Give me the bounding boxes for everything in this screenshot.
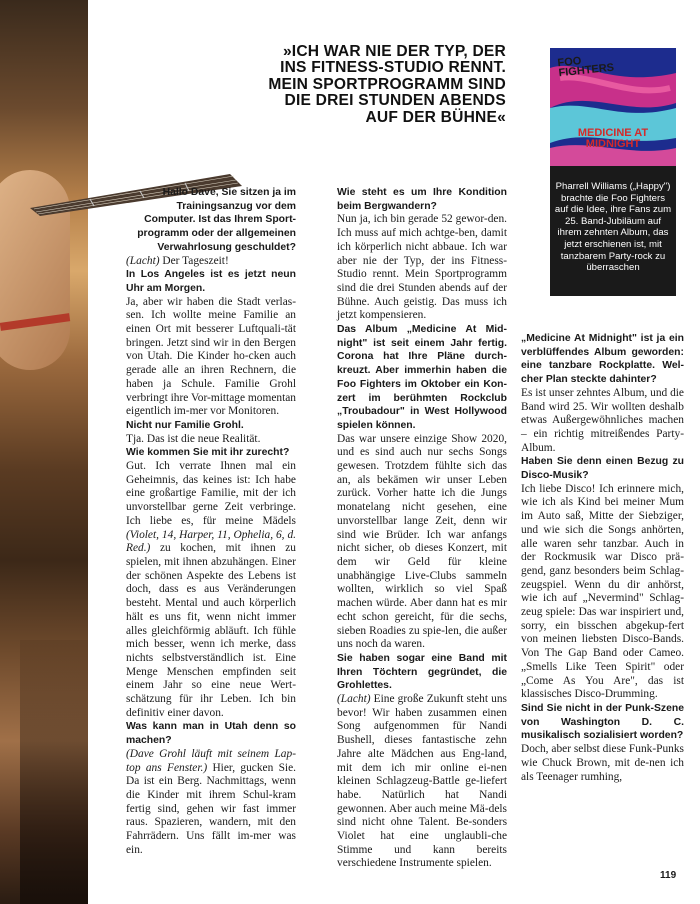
interview-question: Das Album „Medicine At Mid-night" ist seit einem Jahr fertig. Corona hat Ihre Pläne durch-kreuzt. Aber immerhin haben die Foo Fighters im Oktober ein Kon-zert im berühmten Rockclub „Troubadour" in West Hollywood spielen können. xyxy=(337,324,507,431)
article-column-1 xyxy=(126,186,296,857)
photo-caption: Pharrell Williams („Happy") brachte die Foo Fighters auf die Idee, ihre Fans zum 25. Band-Jubiläum auf ihrem zehnten Album, das jetzt erschienen ist, mit tanzbarem Party-rock zu überraschen xyxy=(550,166,676,296)
page-number: 119 xyxy=(660,870,677,881)
interview-answer: (Lacht) Eine große Zukunft steht uns bevor! Wir haben zusammen einen Song aufgenommen für Nandi Bushell, dieses fantastische zehn Jahre alte Mädchen aus Eng-land, mit dem ich mir online ei-nen kleinen Schlagzeug-Battle ge-liefert habe. Natürlich hat Nandi gewonnen. Aber auch meine Mä-dels sind nicht ohne Talent. Be-sonders Violet hat eine unglaubli-che Stimme und kann bereits verschiedene Instrumente spielen. xyxy=(337,693,507,870)
album-band-name: FOO FIGHTERS xyxy=(556,54,615,80)
interview-question: Was kann man in Utah denn so machen? xyxy=(126,721,296,747)
interview-question: In Los Angeles ist es jetzt neun Uhr am Morgen. xyxy=(126,269,296,294)
interview-question: Haben Sie denn einen Bezug zu Disco-Musik? xyxy=(521,456,684,482)
interview-answer: Ja, aber wir haben die Stadt verlas-sen. Ich wollte meine Familie an einen Ort mit besserer Luftquali-tät bringen. Jetzt sind wir in den Bergen von Utah. Die Kinder ho-cken auch gerade alle an ihren Rechnern, die haben ja Schule. Familie Grohl verbringt ihre Vor-mittage momentan eigentlich im-mer vor Monitoren. xyxy=(126,295,296,418)
concert-photo xyxy=(0,0,88,904)
interview-question: Hallo Dave, Sie sitzen ja im Trainingsanzug vor dem Computer. Ist das Ihrem Sport-programm oder der allgemeinen Verwahrlosung geschuldet? xyxy=(137,187,296,253)
interview-question: Wie steht es um Ihre Kondition beim Bergwandern? xyxy=(337,187,507,212)
interview-answer: Tja. Das ist die neue Realität. xyxy=(126,432,261,445)
interview-answer: Doch, aber selbst diese Funk-Punks wie Chuck Brown, mit de-nen ich als Teenager rumhing, xyxy=(521,743,684,783)
interview-question: Nicht nur Familie Grohl. xyxy=(126,419,244,431)
interview-answer: Ich liebe Disco! Ich erinnere mich, wie ich als Kind bei meiner Mum im Auto saß, Mitte der Siebziger, und wie sich die Songs anhörten, alle waren sehr tanzbar. Auch in der Rockmusik war Disco prä-gend, ganz besonders beim Schlag-zeugspiel. Wenn du dir anhörst, wie ich auf „Nevermind" Schlag-zeug spiele: Das war inspiriert und, sorry, ein bisschen abgekup-fert von meinen liebsten Disco-Bands. Von The Gap Band oder Cameo. „Smells Like Teen Spirit" oder „Come As You Are", das ist klassisches Disco-Drumming. xyxy=(521,482,684,701)
interview-answer: (Lacht) Der Tageszeit! xyxy=(126,254,229,267)
article-column-3 xyxy=(521,332,684,784)
article-column-2 xyxy=(337,186,507,871)
interview-question: Wie kommen Sie mit ihr zurecht? xyxy=(126,447,290,459)
interview-question: Sind Sie nicht in der Punk-Szene von Washington D. C. musikalisch sozialisiert worden? xyxy=(521,702,684,742)
photo-shadow xyxy=(20,640,88,904)
interview-answer: Es ist unser zehntes Album, und die Band wird 25. Wir wollten deshalb etwas Außergewöhnliches machen – ein richtig mitreißendes Party-Album. xyxy=(521,386,684,454)
interview-question: Sie haben sogar eine Band mit Ihren Töchtern gegründet, die Grohlettes. xyxy=(337,652,507,692)
interview-answer: Gut. Ich verrate Ihnen mal ein Geheimnis, das keines ist: Ich habe eine großartige Familie, mit der ich unvorstellbar gerne Zeit verbringe. Ich liebe es, für meine Mädels (Violet, 14, Harper, 11, Ophelia, 6, d. Red.) zu kochen, mit ihnen zu spielen, mit ihnen abzuhängen. Einer der schönen Aspekte des Lebens ist doch, dass es aus Veränderungen besteht. Mental und auch körperlich hält es uns fit, wenn nicht immer alles gleichförmig abläuft. Ich fühle mich besser, wenn ich merke, dass nichts selbstverständlich ist. Eine Menge Menschen empfinden seit einem Jahr so eine neue Wert-schätzung für ihr Leben. Ich bin definitiv einer davon. xyxy=(126,460,296,719)
pull-quote: »ICH WAR NIE DER TYP, DER INS FITNESS-STUDIO RENNT. MEIN SPORTPROGRAMM SIND DIE DREI STUNDEN ABENDS AUF DER BÜHNE« xyxy=(268,43,506,126)
album-cover xyxy=(550,48,676,166)
album-title: MEDICINE AT MIDNIGHT xyxy=(577,127,649,150)
interview-answer: (Dave Grohl läuft mit seinem Lap-top ans Fenster.) Hier, gucken Sie. Da ist ein Berg. Nachmittags, wenn die Kinder mit ihrem Schul-kram fertig sind, gehen wir fast immer raus. Spazieren, wandern, mit den Fahrrädern. Uns fällt im-mer was ein. xyxy=(126,747,296,856)
interview-question: „Medicine At Midnight" ist ja ein verblüffendes Album geworden: eine tanzbare Rockplatte. Wel-cher Plan steckte dahinter? xyxy=(521,333,684,386)
interview-answer: Das war unsere einzige Show 2020, und es sind auch nur sechs Songs gewesen. Trotzdem fühlte sich das an, als bekämen wir unser Leben zurück. Vorher hatte ich die Jungs monatelang nicht gesehen, eine unvorstellbar lange Zeit, denn wir sind wie Brüder. Ich war anfangs nicht sicher, ob dieses Konzert, mit dem wir Geld für kleine unabhängige Live-Clubs sammeln wollten, wirklich so viel Spaß machen würde. Aber dann hat es mir echt schon gereicht, für die sechs, sieben Roadies zu spie-len, die außer uns noch da waren. xyxy=(337,432,507,651)
interview-answer: Nun ja, ich bin gerade 52 gewor-den. Ich muss auf mich achtge-ben, damit ich körperlich nicht abbaue. Ich war aber nie der Typ, der ins Fitness-Studio rennt. Mein Sportprogramm sind die drei Stunden abends auf der Bühne. Auch geistig. Das muss ich jetzt kompensieren. xyxy=(337,213,507,322)
